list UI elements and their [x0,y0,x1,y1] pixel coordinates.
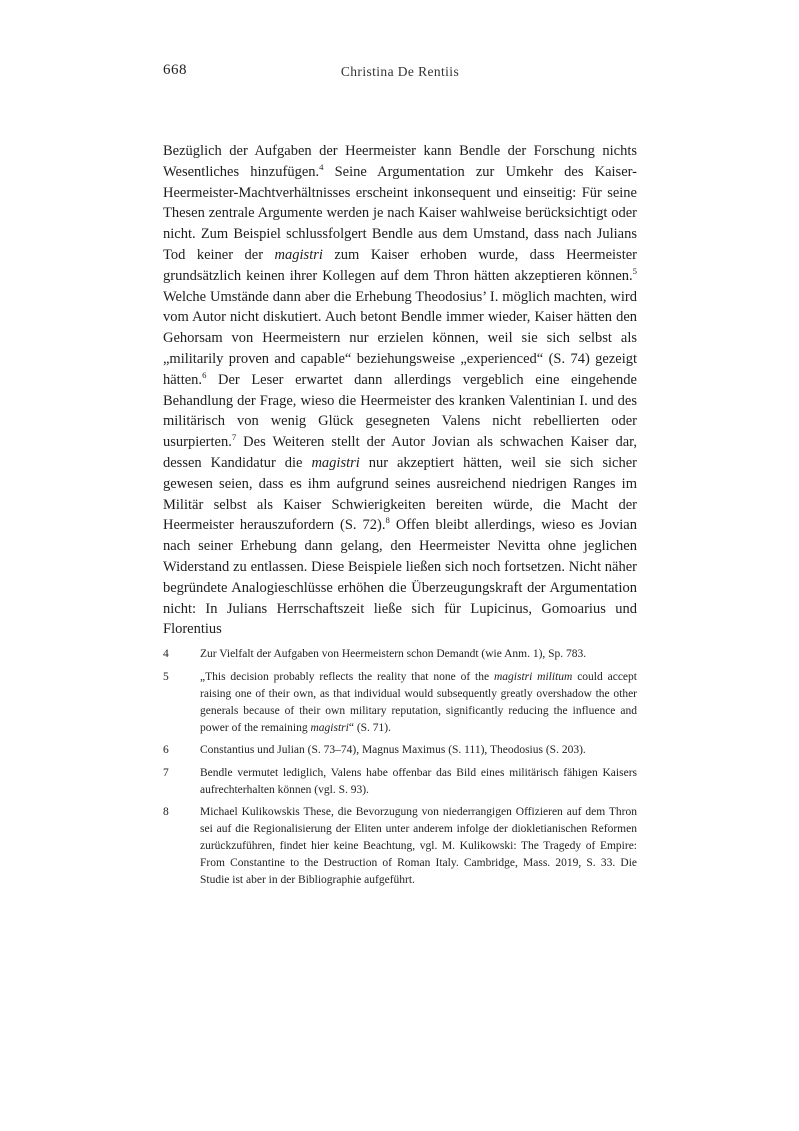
footnote-text: Constantius und Julian (S. 73–74), Magnus Maximus (S. 111), Theodosius (S. 203). [200,744,586,756]
body-paragraph: Bezüglich der Aufgaben der Heermeister kann Bendle der Forschung nichts Wesentliches hinzufügen.$^4$ Seine Argumentation zur Umkehr des Kaiser-Heermeister-Machtverhältnisses erscheint inkonsequent und einseitig: Für seine Thesen zentrale Argumente werden je nach Kaiser wahlweise berücksichtigt oder nicht. Zum Beispiel schlussfolgert Bendle aus dem Umstand, dass nach Julians Tod keiner der magistri zum Kaiser erhoben wurde, dass Heermeister grundsätzlich keinen ihrer Kollegen auf dem Thron hätten akzeptieren können.$^5$ Welche Umstände dann aber die Erhebung Theodosius’ I. möglich machten, wird vom Autor nicht diskutiert. Auch betont Bendle immer wieder, Kaiser hätten den Gehorsam von Heermeistern nur erzielen können, weil sie sich selbst als „militarily proven and capable“ beziehungsweise „experienced“ (S. 74) gezeigt hätten.$^6$ Der Leser erwartet dann allerdings vergeblich eine eingehende Behandlung der Frage, wieso die Heermeister des kranken Valentinian I. und des militärisch von wenig Glück gesegneten Valens nicht rebellierten oder usurpierten.$^7$ Des Weiteren stellt der Autor Jovian als schwachen Kaiser dar, dessen Kandidatur die magistri nur akzeptiert hätten, weil sie sich sicher gewesen seien, dass es ihm aufgrund seines ausreichend niedrigen Ranges im Militär selbst als Kaiser Schwierigkeiten bereiten würde, die Macht der Heermeister herauszufordern (S. 72).$^8$ Offen bleibt allerdings, wieso es Jovian nach seiner Erhebung dann gelang, den Heermeister Nevitta ohne jeglichen Widerstand zu entlassen. Diese Beispiele ließen sich noch fortsetzen. Nicht näher begründete Analogieschlüsse erhöhen die Überzeugungskraft der Argumentation nicht: In Julians Herrschaftszeit ließe sich für Lupicinus, Gomoarius und Florentius [163,143,637,638]
footnote [163,804,637,889]
footnote-number: 4 [163,648,169,660]
footnote [163,765,637,799]
footnote-text: Zur Vielfalt der Aufgaben von Heermeistern schon Demandt (wie Anm. 1), Sp. 783. [200,648,587,660]
footnote [163,742,637,759]
footnote-text: „This decision probably reflects the reality that none of the magistri militum could accept raising one of their own, as that individual would subsequently greatly overshadow the other generals because of their own military reputation, significantly reducing the influence and power of the remaining magistri“ (S. 71). [200,670,637,734]
footnote-number: 8 [163,806,169,818]
running-header-author: Christina De Rentiis [340,64,460,79]
footnote-number: 7 [163,766,169,779]
footnote-text: Bendle vermutet lediglich, Valens habe offenbar das Bild eines militärisch fähigen Kaisers aufrechterhalten können (vgl. S. 93). [200,766,637,796]
footnote-text: Michael Kulikowskis These, die Bevorzugung von niederrangigen Offizieren auf dem Thron sei auf die Regionalisierung der Eliten unter anderem infolge der diokletianischen Reformen zurückzuführen, findet hier keine Beachtung, vgl. M. Kulikowski: The Tragedy of Empire: From Constantine to the Destruction of Roman Italy. Cambridge, Mass. 2019, S. 33. Die Studie ist aber in der Bibliographie aufgeführt. [200,806,637,886]
page-header [163,62,637,82]
footnotes-section [163,646,637,895]
footnote-number: 5 [163,670,169,683]
footnote [163,646,637,663]
page-number: 668 [163,62,187,78]
footnote [163,669,637,737]
footnote-number: 6 [163,744,169,756]
